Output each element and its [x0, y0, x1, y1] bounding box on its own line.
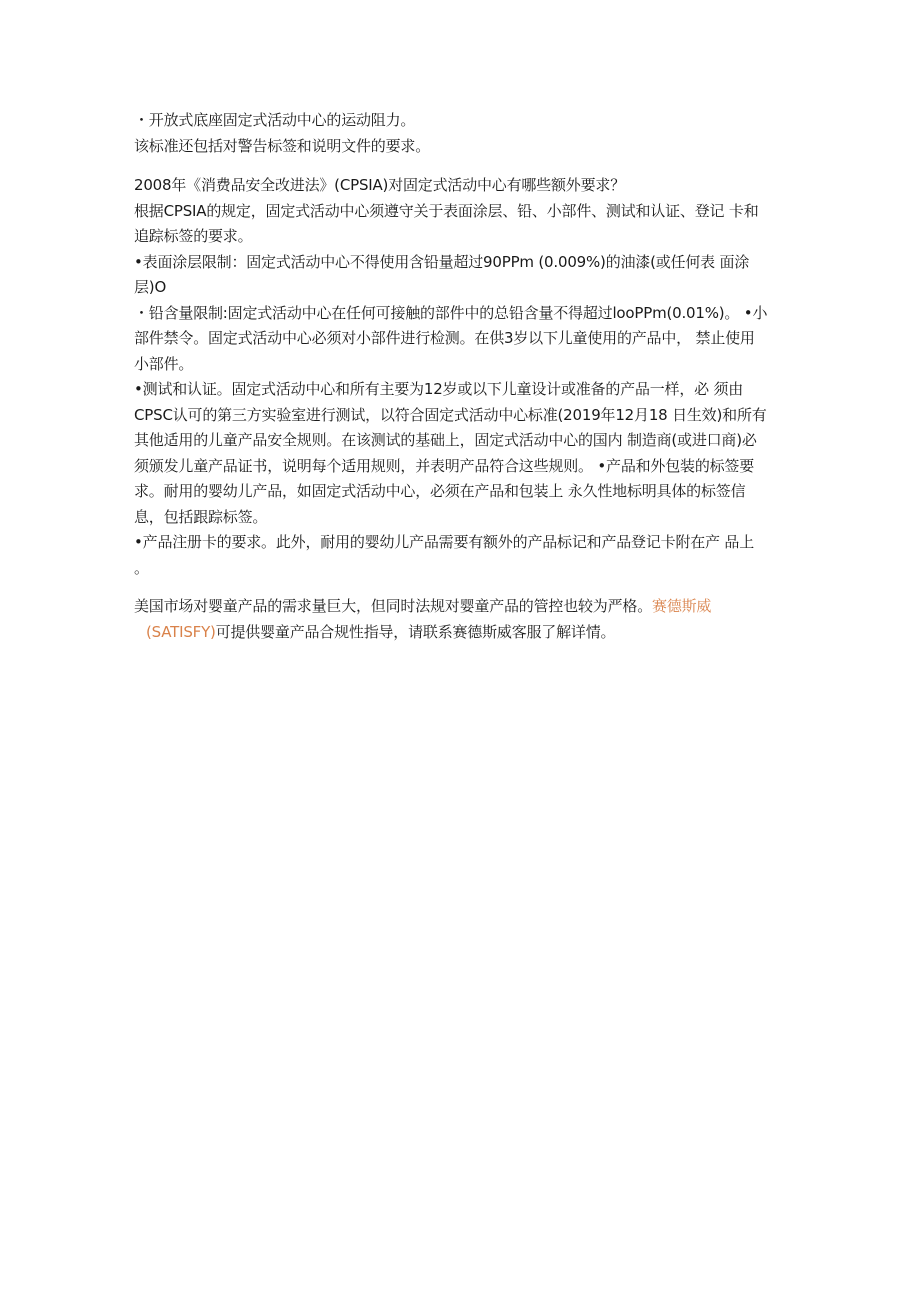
body-line: 追踪标签的要求。: [134, 227, 253, 245]
body-line: •表面涂层限制：固定式活动中心不得使用含铅量超过90PPm (0.009%)的油漆(或任何表 面涂: [134, 252, 750, 271]
company-name-link[interactable]: (SATISFY): [146, 622, 216, 641]
body-line: 。: [134, 558, 149, 577]
closing-text: 美国市场对婴童产品的需求量巨大，但同时法规对婴童产品的管控也较为严格。: [134, 597, 653, 615]
body-line: 须颁发儿童产品证书，说明每个适用规则，并表明产品符合这些规则。 •产品和外包装的标签要: [134, 456, 755, 475]
body-line: CPSC认可的第三方实验室进行测试，以符合固定式活动中心标准(2019年12月18 日生效)和所有: [134, 405, 767, 424]
company-link[interactable]: 赛德斯威: [652, 597, 712, 615]
body-line: 小部件。: [134, 354, 194, 373]
body-line: •产品注册卡的要求。此外，耐用的婴幼儿产品需要有额外的产品标记和产品登记卡附在产 品上: [134, 533, 755, 551]
body-line: 层)O: [134, 278, 167, 296]
body-line: 部件禁令。固定式活动中心必须对小部件进行检测。在供3岁以下儿童使用的产品中， 禁止使用: [134, 329, 755, 347]
intro-bullet-line: ・开放式底座固定式活动中心的运动阻力。: [134, 111, 416, 129]
closing-line-1: [134, 594, 790, 620]
body-line: 求。耐用的婴幼儿产品，如固定式活动中心，必须在产品和包装上 永久性地标明具体的标签信: [134, 482, 746, 500]
body-line: 息，包括跟踪标签。: [134, 507, 268, 526]
document-page: [134, 108, 790, 645]
body-line: •测试和认证。固定式活动中心和所有主要为12岁或以下儿童设计或准备的产品一样，必 须由: [134, 380, 744, 398]
closing-line-2: [134, 620, 790, 646]
body-line: 根据CPSIA的规定，固定式活动中心须遵守关于表面涂层、铅、小部件、测试和认证、登记 卡和: [134, 201, 759, 220]
body-line: 其他适用的儿童产品安全规则。在该测试的基础上，固定式活动中心的国内 制造商(或进口商)必: [134, 431, 757, 449]
section-question: 2008年《消费品安全改进法》(CPSIA)对固定式活动中心有哪些额外要求？: [134, 176, 626, 194]
requirements-body: [134, 199, 790, 582]
intro-note-line: 该标准还包括对警告标签和说明文件的要求。: [134, 136, 431, 155]
body-line: ・铅含量限制:固定式活动中心在任何可接触的部件中的总铅含量不得超过looPPm(0.01%)。 •小: [134, 303, 768, 322]
closing-contact-text: 可提供婴童产品合规性指导，请联系赛德斯威客服了解详情。: [215, 622, 616, 641]
